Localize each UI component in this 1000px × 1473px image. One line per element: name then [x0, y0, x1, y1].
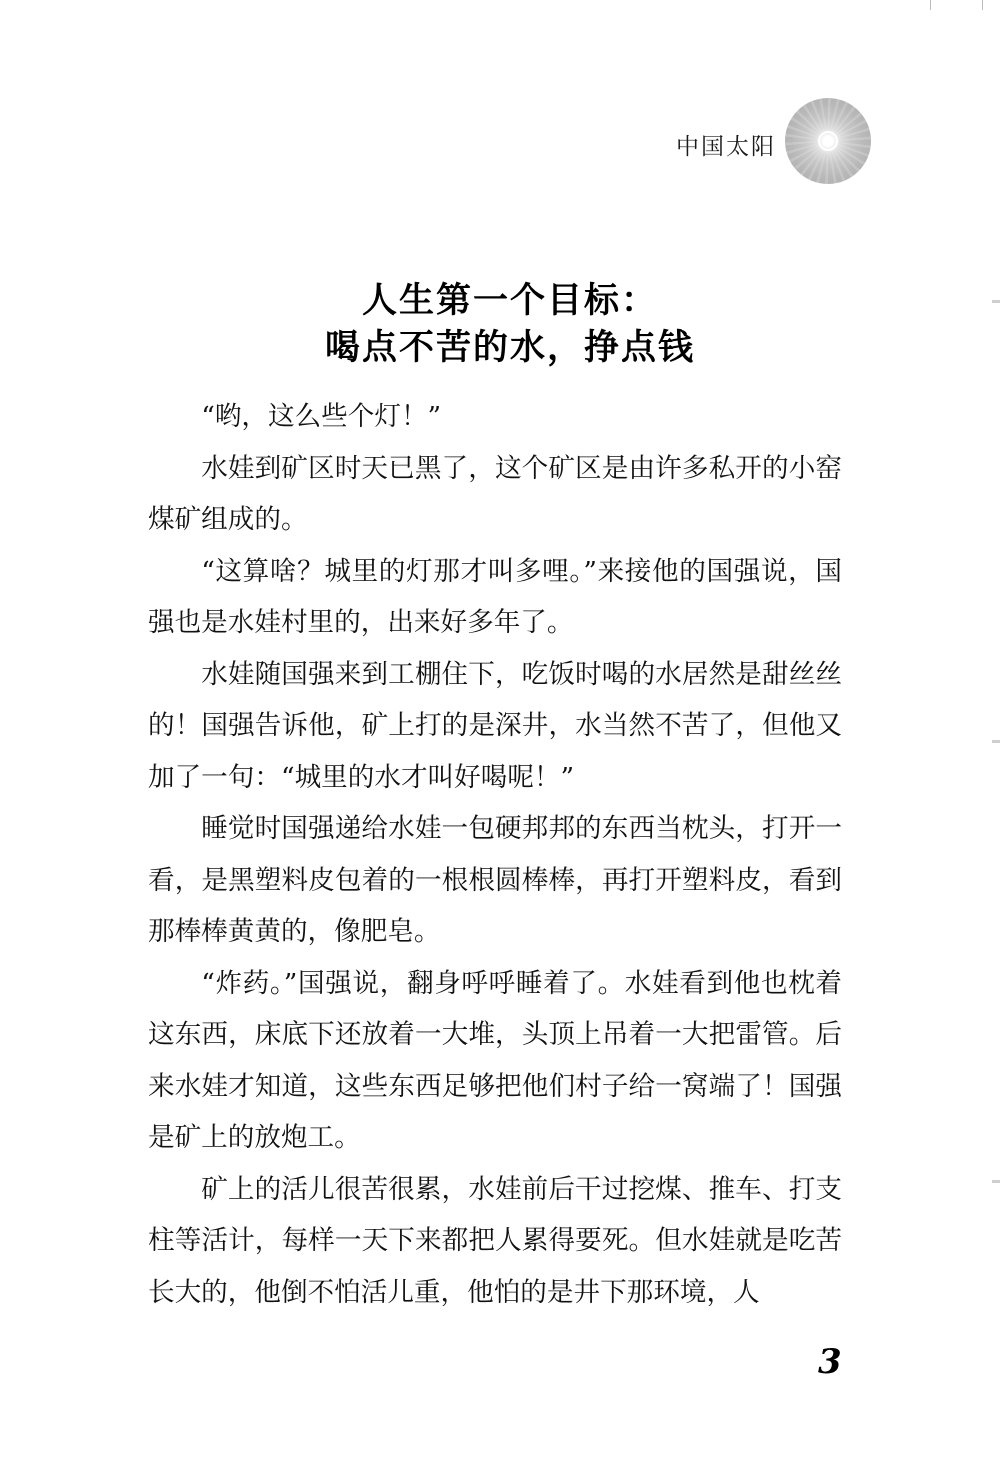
- paragraph: “炸药。”国强说，翻身呼呼睡着了。水娃看到他也枕着这东西，床底下还放着一大堆，头顶上吊着一大把雷管。后来水娃才知道，这些东西足够把他们村子给一窝端了！国强是矿上的放炮工。: [148, 967, 842, 1153]
- edge-mark: [992, 740, 1000, 743]
- chapter-title-line-2: 喝点不苦的水，挣点钱: [324, 328, 695, 368]
- edge-mark: [992, 1180, 1000, 1183]
- paragraph: 水娃随国强来到工棚住下，吃饭时喝的水居然是甜丝丝的！国强告诉他，矿上打的是深井，水当然不苦了，但他又加了一句：“城里的水才叫好喝呢！”: [148, 658, 842, 793]
- chapter-title-line-1: 人生第一个目标：: [361, 281, 658, 321]
- paragraph: “哟，这么些个灯！”: [201, 401, 442, 432]
- sun-core: [818, 131, 838, 151]
- paragraph: 水娃到矿区时天已黑了，这个矿区是由许多私开的小窑煤矿组成的。: [148, 452, 842, 535]
- paragraph: “这算啥？城里的灯那才叫多哩。”来接他的国强说，国强也是水娃村里的，出来好多年了。: [148, 555, 842, 638]
- page-number: 3: [818, 1342, 842, 1382]
- crop-mark: [930, 0, 937, 10]
- running-head: 中国太阳: [676, 134, 776, 160]
- body-text: [148, 391, 842, 1318]
- paragraph: 矿上的活儿很苦很累，水娃前后干过挖煤、推车、打支柱等活计，每样一天下来都把人累得要死。但水娃就是吃苦长大的，他倒不怕活儿重，他怕的是井下那环境，人: [148, 1173, 842, 1308]
- edge-mark: [992, 300, 1000, 303]
- crop-mark: [982, 0, 989, 10]
- paragraph: 睡觉时国强递给水娃一包硬邦邦的东西当枕头，打开一看，是黑塑料皮包着的一根根圆棒棒，再打开塑料皮，看到那棒棒黄黄的，像肥皂。: [148, 813, 842, 947]
- sun-emblem-icon: [785, 98, 871, 184]
